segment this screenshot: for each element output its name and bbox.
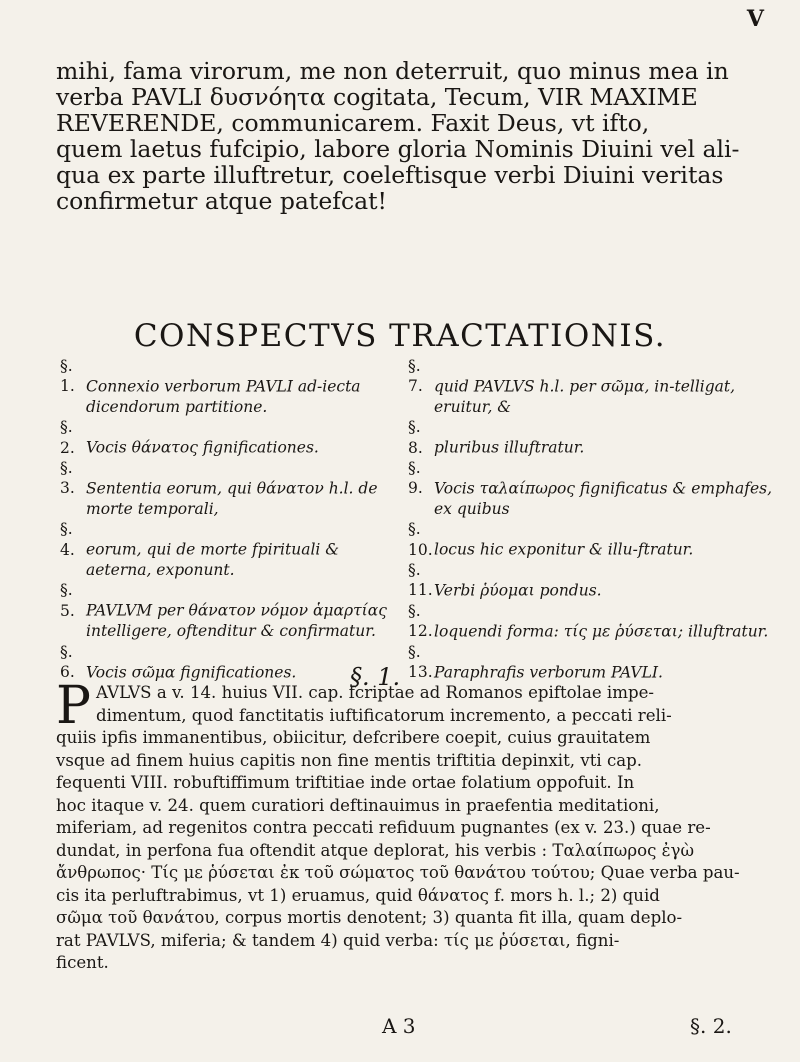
toc-entry-number: §. 7. [408,357,423,396]
body-line: ficent. [56,953,109,972]
toc-entry-text: Sententia eorum, qui θάνατον h.l. de morte temporali, [86,479,378,518]
intro-line: confirmetur atque patefcat! [56,187,387,215]
body-line: rat PAVLVS, miferia; & tandem 4) quid verba: τίς με ῥύσεται, figni- [56,930,620,950]
toc-entry-text: Paraphrafis verborum PAVLI. [434,663,663,682]
body-line: cis ita perluftrabimus, vt 1) eruamus, quid θάνατος f. mors h. l.; 2) quid [56,885,660,905]
toc-entry [60,417,405,458]
drop-cap: P [56,676,91,736]
body-line: hoc itaque v. 24. quem curatiori deftinauimus in praefentia meditationi, [56,795,660,815]
body-line: σῶμα τοῦ θανάτου, corpus mortis denotent; 3) quanta fit illa, quam deplo- [56,908,683,927]
toc-entry-number: §. 6. [60,642,75,682]
toc-left-column [60,356,405,683]
toc-entry-text: pluribus illuftratur. [434,438,585,457]
section-mark: §. 1. [350,663,401,691]
toc-entry [60,458,405,519]
toc-entry [60,580,405,641]
intro-line: quem laetus fufcipio, labore gloria Nominis Diuini vel ali- [56,135,740,163]
intro-paragraph [56,58,768,214]
toc-entry-text: locus hic exponitur & illu-ftratur. [434,540,694,559]
body-line: dundat, in perfona fua oftendit atque deplorat, his verbis : Ταλαίπωρος ἐγὼ [56,840,695,860]
toc-entry-text: loquendi forma: τίς με ῥύσεται; illuftratur. [434,622,769,641]
section-heading: CONSPECTVS TRACTATIONIS. [133,318,667,354]
toc-entry-number: §. 1. [60,357,75,396]
toc-entry-text: PAVLVM per θάνατον νόμον ἁμαρτίας intelligere, oftenditur & confirmatur. [86,601,387,641]
body-line: dimentum, quod fanctitatis iuftificatorum incremento, a peccati reli- [96,705,672,725]
toc-entry-text: Vocis θάνατος fignificationes. [86,438,319,457]
toc-entry-text: eorum, qui de morte fpirituali & aeterna, exponunt. [86,540,340,580]
toc-right-column [408,356,773,683]
intro-line: verba PAVLI δυσνόητα cogitata, Tecum, VIR MAXIME [56,83,698,111]
signature-mark: A 3 [382,1014,416,1038]
intro-line: mihi, fama virorum, me non deterruit, quo minus mea in [56,57,729,85]
intro-line: REVERENDE, communicarem. Faxit Deus, vt ifto, [56,109,650,137]
toc-entry [408,356,773,417]
toc-entry-number: §. 8. [408,418,423,457]
toc-entry-number: §. 2. [60,418,75,457]
toc-entry [408,642,773,683]
toc-entry [408,417,773,458]
toc-entry-number: §. 13. [408,642,433,682]
body-line: vsque ad finem huius capitis non fine mentis triftitia depinxit, vti cap. [56,750,643,770]
catchword: §. 2. [690,1014,732,1038]
toc-entry-text: Connexio verborum PAVLI ad-iecta dicendorum partitione. [86,377,361,416]
toc-entry-number: §. 4. [60,520,75,559]
toc-entry [408,519,773,560]
toc-entry [60,356,405,417]
toc-entry [408,560,773,601]
toc-entry [60,519,405,580]
toc-entry-text: Vocis σῶμα fignificationes. [86,663,297,682]
body-line: AVLVS a v. 14. huius VII. cap. fcriptae ad Romanos epiftolae impe- [96,683,655,702]
body-line: quiis ipfis immanentibus, obiicitur, defcribere coepit, cuius grauitatem [56,728,651,747]
toc-entry-number: §. 9. [408,459,423,498]
toc-entry-text: Verbi ῥύομαι pondus. [434,581,602,600]
body-line: miferiam, ad regenitos contra peccati refiduum pugnantes (ex v. 23.) quae re- [56,818,711,837]
body-line: fequenti VIII. robuftiffimum triftitiae inde ortae folatium oppofuit. In [56,773,635,792]
toc-entry-number: §. 5. [60,581,75,620]
body-line: ἄνθρωπος· Τίς με ῥύσεται ἐκ τοῦ σώματος τοῦ θανάτου τούτου; Quae verba pau- [56,863,740,882]
toc-entry [408,458,773,519]
toc-entry-number: §. 11. [408,561,433,600]
toc-entry [408,601,773,642]
page-number: V [746,6,764,32]
intro-line: qua ex parte illuftretur, coeleftisque verbi Diuini veritas [56,161,724,189]
toc-entry-number: §. 3. [60,459,75,498]
body-paragraph [56,676,768,975]
toc-entry-number: §. 10. [408,520,433,559]
toc-entry-text: quid PAVLVS h.l. per σῶμα, in-telligat, eruitur, & [434,377,736,416]
toc-entry-text: Vocis ταλαίπωρος fignificatus & emphafes, ex quibus [434,479,772,518]
toc-entry-number: §. 12. [408,601,433,641]
